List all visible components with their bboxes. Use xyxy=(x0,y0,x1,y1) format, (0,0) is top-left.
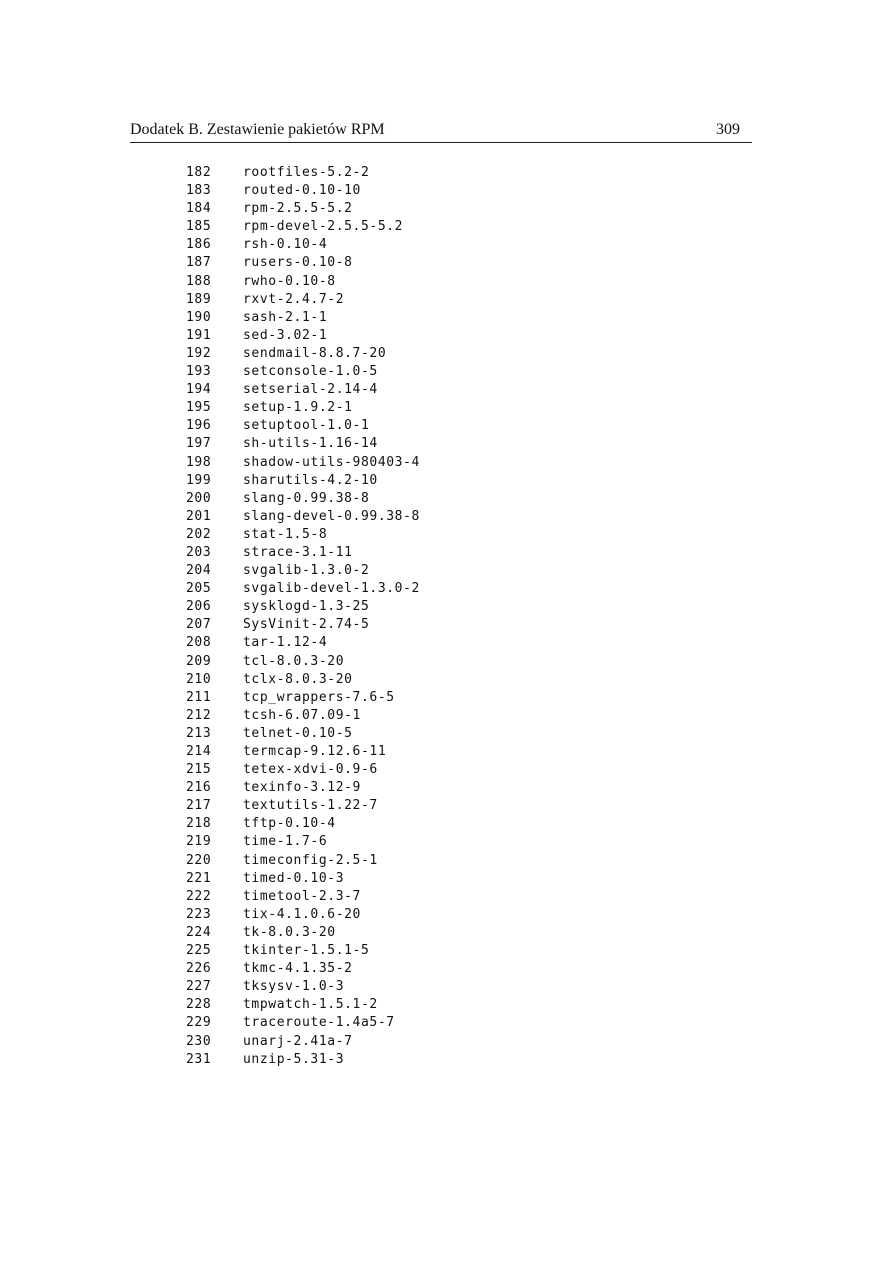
list-item xyxy=(186,761,420,779)
package-number: 207 xyxy=(186,617,212,633)
package-number: 212 xyxy=(186,707,212,723)
list-item xyxy=(186,815,420,833)
list-item xyxy=(186,634,420,652)
package-name: setconsole-1.0-5 xyxy=(243,364,378,380)
list-item xyxy=(186,707,420,725)
package-number: 227 xyxy=(186,979,212,995)
package-name: tkinter-1.5.1-5 xyxy=(243,943,370,959)
list-item xyxy=(186,435,420,453)
package-name: tk-8.0.3-20 xyxy=(243,924,336,940)
list-item xyxy=(186,870,420,888)
package-number: 183 xyxy=(186,183,212,199)
package-name: timetool-2.3-7 xyxy=(243,888,361,904)
package-name: time-1.7-6 xyxy=(243,834,328,850)
package-name: texinfo-3.12-9 xyxy=(243,780,361,796)
package-name: strace-3.1-11 xyxy=(243,544,353,560)
package-number: 203 xyxy=(186,544,212,560)
list-item xyxy=(186,327,420,345)
package-name: tcp_wrappers-7.6-5 xyxy=(243,689,395,705)
list-item xyxy=(186,743,420,761)
package-number: 224 xyxy=(186,924,212,940)
list-item xyxy=(186,273,420,291)
package-name: tcl-8.0.3-20 xyxy=(243,653,345,669)
package-number: 195 xyxy=(186,400,212,416)
list-item xyxy=(186,508,420,526)
package-number: 214 xyxy=(186,744,212,759)
package-name: timeconfig-2.5-1 xyxy=(243,852,378,868)
package-name: tar-1.12-4 xyxy=(243,635,328,651)
package-number: 189 xyxy=(186,291,212,307)
list-item xyxy=(186,526,420,544)
list-item xyxy=(186,218,420,236)
list-item xyxy=(186,1051,420,1069)
list-item xyxy=(186,797,420,815)
package-number: 220 xyxy=(186,852,212,868)
package-name: timed-0.10-3 xyxy=(243,870,345,886)
page-number: 309 xyxy=(716,121,740,138)
package-name: rpm-2.5.5-5.2 xyxy=(243,201,353,217)
package-name: sed-3.02-1 xyxy=(243,327,328,343)
package-name: setuptool-1.0-1 xyxy=(243,418,370,434)
package-number: 225 xyxy=(186,943,212,959)
package-number: 197 xyxy=(186,436,212,452)
package-name: setserial-2.14-4 xyxy=(243,382,378,398)
package-number: 191 xyxy=(186,327,212,343)
package-number: 192 xyxy=(186,345,212,361)
package-number: 196 xyxy=(186,418,212,434)
package-number: 201 xyxy=(186,508,212,524)
list-item xyxy=(186,833,420,851)
package-name: rsh-0.10-4 xyxy=(243,237,328,253)
list-item xyxy=(186,399,420,417)
package-number: 187 xyxy=(186,255,212,271)
package-number: 186 xyxy=(186,237,212,253)
list-item xyxy=(186,345,420,363)
list-item xyxy=(186,417,420,435)
package-number: 204 xyxy=(186,563,212,579)
page-header xyxy=(130,118,752,143)
package-name: rootfiles-5.2-2 xyxy=(243,165,370,180)
package-number: 182 xyxy=(186,165,212,180)
package-number: 217 xyxy=(186,798,212,814)
list-item xyxy=(186,182,420,200)
package-number: 205 xyxy=(186,581,212,597)
package-number: 229 xyxy=(186,1015,212,1031)
list-item xyxy=(186,1014,420,1032)
list-item xyxy=(186,164,420,182)
list-item xyxy=(186,309,420,327)
package-list xyxy=(186,164,420,1069)
package-name: sysklogd-1.3-25 xyxy=(243,599,370,615)
list-item xyxy=(186,852,420,870)
list-item xyxy=(186,996,420,1014)
list-item xyxy=(186,1033,420,1051)
package-name: rwho-0.10-8 xyxy=(243,273,336,289)
list-item xyxy=(186,942,420,960)
package-number: 230 xyxy=(186,1033,212,1049)
package-name: tksysv-1.0-3 xyxy=(243,979,345,995)
package-number: 218 xyxy=(186,816,212,832)
package-name: sh-utils-1.16-14 xyxy=(243,436,378,452)
list-item xyxy=(186,888,420,906)
package-number: 206 xyxy=(186,599,212,615)
list-item xyxy=(186,978,420,996)
package-name: slang-devel-0.99.38-8 xyxy=(243,508,420,524)
package-number: 215 xyxy=(186,762,212,778)
package-name: tmpwatch-1.5.1-2 xyxy=(243,997,378,1013)
list-item xyxy=(186,725,420,743)
list-item xyxy=(186,381,420,399)
package-number: 210 xyxy=(186,671,212,687)
package-name: tkmc-4.1.35-2 xyxy=(243,961,353,977)
list-item xyxy=(186,454,420,472)
list-item xyxy=(186,960,420,978)
package-number: 202 xyxy=(186,526,212,542)
package-number: 213 xyxy=(186,725,212,741)
package-number: 223 xyxy=(186,906,212,922)
package-name: setup-1.9.2-1 xyxy=(243,400,353,416)
package-number: 221 xyxy=(186,870,212,886)
list-item xyxy=(186,671,420,689)
list-item xyxy=(186,598,420,616)
list-item xyxy=(186,616,420,634)
list-item xyxy=(186,906,420,924)
package-name: tcsh-6.07.09-1 xyxy=(243,707,361,723)
package-name: textutils-1.22-7 xyxy=(243,798,378,814)
package-name: tix-4.1.0.6-20 xyxy=(243,906,361,922)
package-name: routed-0.10-10 xyxy=(243,183,361,199)
package-number: 185 xyxy=(186,219,212,235)
package-name: tetex-xdvi-0.9-6 xyxy=(243,762,378,778)
package-number: 208 xyxy=(186,635,212,651)
package-name: unzip-5.31-3 xyxy=(243,1051,345,1067)
list-item xyxy=(186,200,420,218)
package-name: rusers-0.10-8 xyxy=(243,255,353,271)
package-number: 231 xyxy=(186,1051,212,1067)
package-number: 226 xyxy=(186,961,212,977)
list-item xyxy=(186,924,420,942)
package-name: sharutils-4.2-10 xyxy=(243,472,378,488)
package-name: tclx-8.0.3-20 xyxy=(243,671,353,687)
list-item xyxy=(186,562,420,580)
package-name: slang-0.99.38-8 xyxy=(243,490,370,506)
package-name: unarj-2.41a-7 xyxy=(243,1033,353,1049)
list-item xyxy=(186,363,420,381)
package-name: tftp-0.10-4 xyxy=(243,816,336,832)
package-number: 193 xyxy=(186,364,212,380)
package-number: 222 xyxy=(186,888,212,904)
list-item xyxy=(186,580,420,598)
package-name: stat-1.5-8 xyxy=(243,526,328,542)
list-item xyxy=(186,653,420,671)
package-number: 198 xyxy=(186,454,212,470)
list-item xyxy=(186,544,420,562)
package-number: 194 xyxy=(186,382,212,398)
package-number: 200 xyxy=(186,490,212,506)
package-number: 199 xyxy=(186,472,212,488)
list-item xyxy=(186,779,420,797)
package-number: 228 xyxy=(186,997,212,1013)
list-item xyxy=(186,291,420,309)
list-item xyxy=(186,236,420,254)
package-name: rpm-devel-2.5.5-5.2 xyxy=(243,219,404,235)
package-name: shadow-utils-980403-4 xyxy=(243,454,420,470)
package-number: 209 xyxy=(186,653,212,669)
list-item xyxy=(186,472,420,490)
package-name: svgalib-1.3.0-2 xyxy=(243,563,370,579)
package-number: 216 xyxy=(186,780,212,796)
package-number: 184 xyxy=(186,201,212,217)
list-item xyxy=(186,689,420,707)
package-name: traceroute-1.4a5-7 xyxy=(243,1015,395,1031)
package-number: 188 xyxy=(186,273,212,289)
list-item xyxy=(186,490,420,508)
package-number: 219 xyxy=(186,834,212,850)
package-name: sendmail-8.8.7-20 xyxy=(243,345,387,361)
package-number: 211 xyxy=(186,689,212,705)
header-title: Dodatek B. Zestawienie pakietów RPM xyxy=(130,121,385,138)
package-number: 190 xyxy=(186,309,212,325)
package-name: svgalib-devel-1.3.0-2 xyxy=(243,581,420,597)
package-name: sash-2.1-1 xyxy=(243,309,328,325)
package-name: termcap-9.12.6-11 xyxy=(243,744,387,759)
package-name: SysVinit-2.74-5 xyxy=(243,617,370,633)
package-name: telnet-0.10-5 xyxy=(243,725,353,741)
package-name: rxvt-2.4.7-2 xyxy=(243,291,345,307)
list-item xyxy=(186,254,420,272)
